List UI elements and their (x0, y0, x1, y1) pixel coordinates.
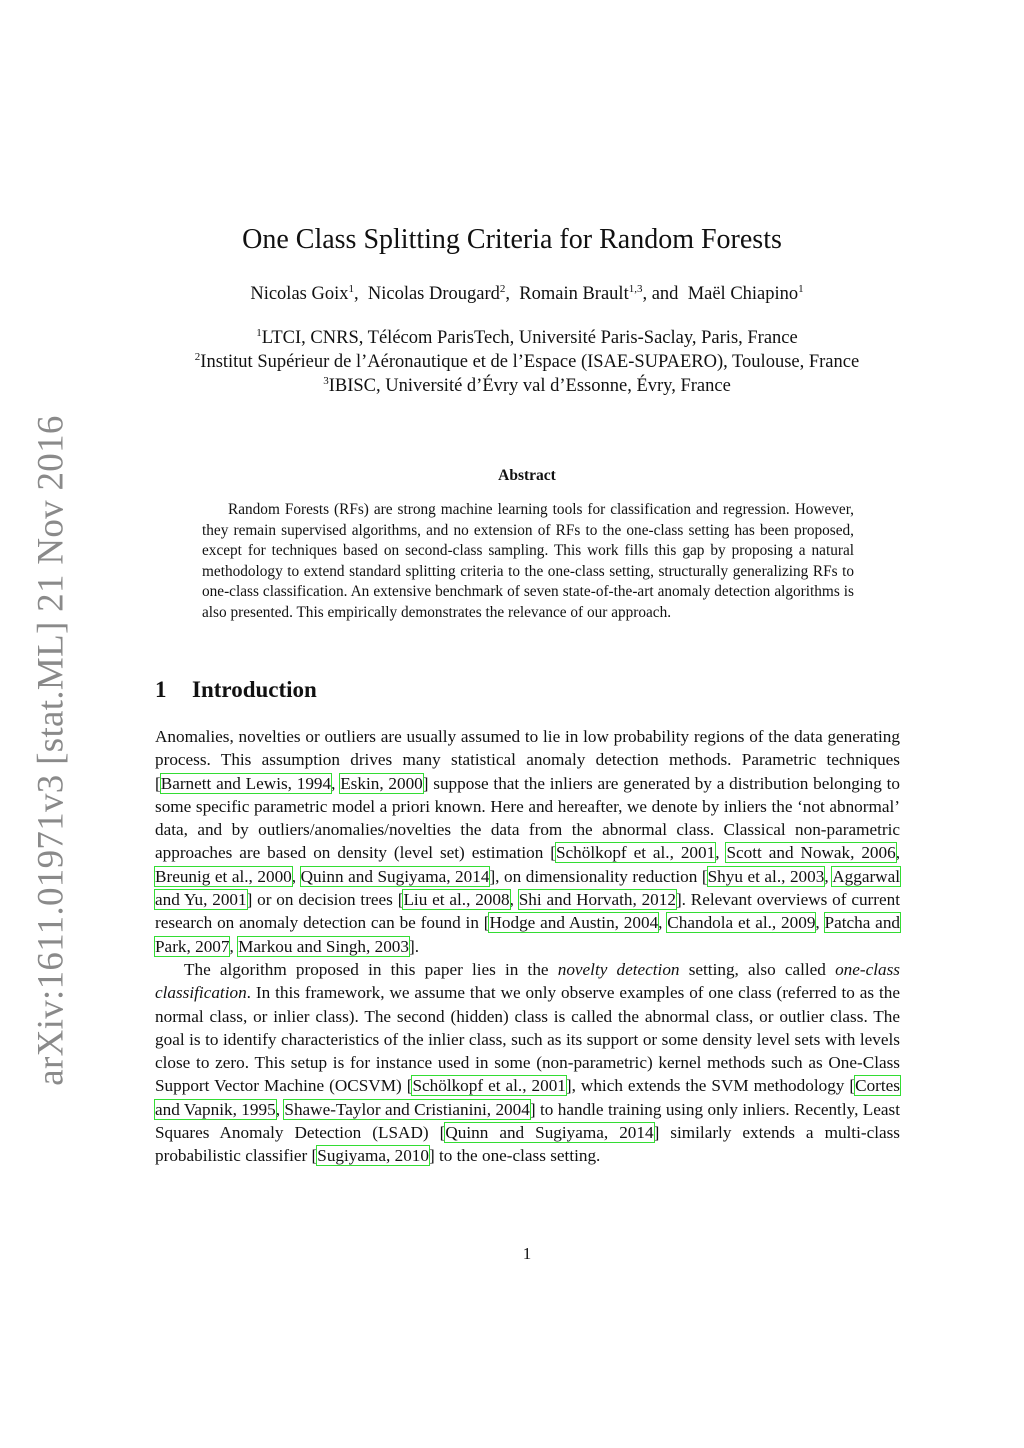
author-name: Romain Brault (519, 284, 629, 304)
citation-link[interactable]: Hodge and Austin, 2004 (489, 913, 659, 933)
emphasis-term: novelty detection (557, 959, 680, 979)
body-text: , (509, 890, 519, 910)
body-text: ] to handle training using only inliers. Recently, Least Squares Anomaly Detection (LSAD) [ (155, 1099, 900, 1143)
page-number: 1 (522, 1244, 532, 1263)
author-separator: , (505, 284, 511, 304)
body-text: ] or on decision trees [ (246, 890, 404, 910)
body-text: ], which extends the SVM methodology [ (565, 1076, 856, 1096)
affiliation-list (0, 326, 1024, 398)
body-text: ] to the one-class setting. (429, 1146, 601, 1166)
affiliation-text: IBISC, Université d’Évry val d’Essonne, Évry, France (328, 376, 731, 396)
citation-link[interactable]: Sugiyama, 2010 (317, 1146, 429, 1166)
affiliation-line (0, 326, 1024, 350)
citation-link[interactable]: Shawe-Taylor and Cristianini, 2004 (284, 1099, 530, 1119)
affiliation-number: 1 (256, 327, 262, 339)
arxiv-identifier-stamp (27, 414, 75, 1086)
arxiv-stamp-text: arXiv:1611.01971v3 [stat.ML] 21 Nov 2016 (30, 414, 72, 1086)
citation-link[interactable]: Breunig et al., 2000 (155, 866, 292, 886)
citation-link[interactable]: Eskin, 2000 (340, 773, 423, 793)
body-text: ], on dimensionality reduction [ (489, 866, 708, 886)
body-text: The algorithm proposed in this paper lies in the (184, 959, 558, 979)
body-text: ] similarly extends a multi-class probabilistic classifier [ (155, 1123, 900, 1166)
body-text: ] suppose that the inliers are generated by a distribution belonging to some specific parametric model a priori known. Here and hereafter, we denote by inliers the ‘not abnormal’ data, and by outliers/anomalies/novelties the data from the abnormal class. Classical non-parametric approaches are based on density (level set) estimation [ (155, 773, 900, 863)
body-text: , (229, 936, 239, 956)
citation-link[interactable]: Scott and Nowak, 2006 (726, 843, 896, 863)
citation-link[interactable]: Cortes and Vapnik, 1995 (155, 1076, 900, 1119)
citation-link[interactable]: Quinn and Sugiyama, 2014 (300, 866, 490, 886)
author-name: Nicolas Goix (250, 284, 349, 304)
body-text: setting, also called (679, 959, 836, 979)
citation-link[interactable]: Chandola et al., 2009 (667, 913, 816, 933)
affiliation-number: 3 (323, 375, 329, 387)
paper-title: One Class Splitting Criteria for Random Forests (242, 224, 782, 255)
author-name: Maël Chiapino (687, 284, 799, 304)
author-affiliation-mark: 1 (798, 283, 804, 295)
citation-link[interactable]: Markou and Singh, 2003 (238, 936, 409, 956)
section-heading-introduction (155, 677, 317, 703)
citation-link[interactable]: Shyu et al., 2003 (707, 866, 825, 886)
author-conjunction: , and (642, 284, 679, 304)
section-number: 1 (155, 677, 167, 702)
body-text: , (291, 866, 301, 886)
emphasis-term: one-class classification (155, 959, 900, 1003)
author-affiliation-mark: 2 (499, 283, 506, 295)
intro-paragraph-1 (155, 725, 900, 958)
affiliation-text: LTCI, CNRS, Télécom ParisTech, Université Paris-Saclay, Paris, France (261, 328, 798, 348)
body-text: . In this framework, we assume that we only observe examples of one class (referred to as the normal class, or inlier class). The second (hidden) class is called the abnormal class, or outlier class. The goal is to identify characteristics of the inlier class, such as its support or some density level sets with levels close to zero. This setup is for instance used in some (non-parametric) kernel methods such as One-Class Support Vector Machine (OCSVM) [ (155, 983, 900, 1096)
body-text: , (895, 843, 901, 863)
body-text: , (331, 773, 341, 793)
section-title: Introduction (192, 677, 317, 702)
body-text: , (824, 866, 833, 886)
body-text: , (275, 1099, 285, 1119)
citation-link[interactable]: Schölkopf et al., 2001 (412, 1076, 566, 1096)
citation-link[interactable]: Quinn and Sugiyama, 2014 (445, 1123, 654, 1143)
citation-link[interactable]: Patcha and Park, 2007 (155, 913, 901, 956)
body-text: Anomalies, novelties or outliers are usually assumed to lie in low probability regions of the data generating process. This assumption drives many statistical anomaly detection methods. Parametric techniques [ (155, 727, 900, 793)
affiliation-number: 2 (194, 351, 201, 363)
body-text: , (815, 913, 825, 933)
citation-link[interactable]: Barnett and Lewis, 1994 (160, 773, 332, 793)
affiliation-line (0, 350, 1024, 374)
abstract-text: Random Forests (RFs) are strong machine learning tools for classification and regression. However, they remain supervised algorithms, and no extension of RFs to the one-class setting has been proposed, except for techniques based on second-class sampling. This work fills this gap by proposing a natural methodology to extend standard splitting criteria to the one-class setting, structurally generalizing RFs to one-class classification. An extensive benchmark of seven state-of-the-art anomaly detection algorithms is also presented. This empirically demonstrates the relevance of our approach. (202, 501, 854, 621)
intro-paragraph-2 (155, 958, 900, 1168)
citation-link[interactable]: Shi and Horvath, 2012 (518, 890, 676, 910)
author-list (0, 284, 1024, 305)
author-affiliation-mark: 1,3 (628, 283, 643, 295)
body-text: , (715, 843, 727, 863)
introduction-body (155, 725, 900, 1168)
affiliation-text: Institut Supérieur de l’Aéronautique et de l’Espace (ISAE-SUPAERO), Toulouse, France (200, 352, 860, 372)
body-text: ]. (409, 936, 420, 956)
citation-link[interactable]: Aggarwal and Yu, 2001 (155, 866, 900, 910)
author-separator: , (353, 284, 359, 304)
body-text: , (658, 913, 668, 933)
author-affiliation-mark: 1 (348, 283, 354, 295)
affiliation-line (0, 374, 1024, 398)
abstract-heading: Abstract (498, 467, 556, 484)
body-text: ]. Relevant overviews of current research on anomaly detection can be found in [ (155, 890, 901, 933)
citation-link[interactable]: Liu et al., 2008 (403, 890, 510, 910)
author-name: Nicolas Drougard (367, 284, 500, 304)
citation-link[interactable]: Schölkopf et al., 2001 (555, 843, 716, 863)
